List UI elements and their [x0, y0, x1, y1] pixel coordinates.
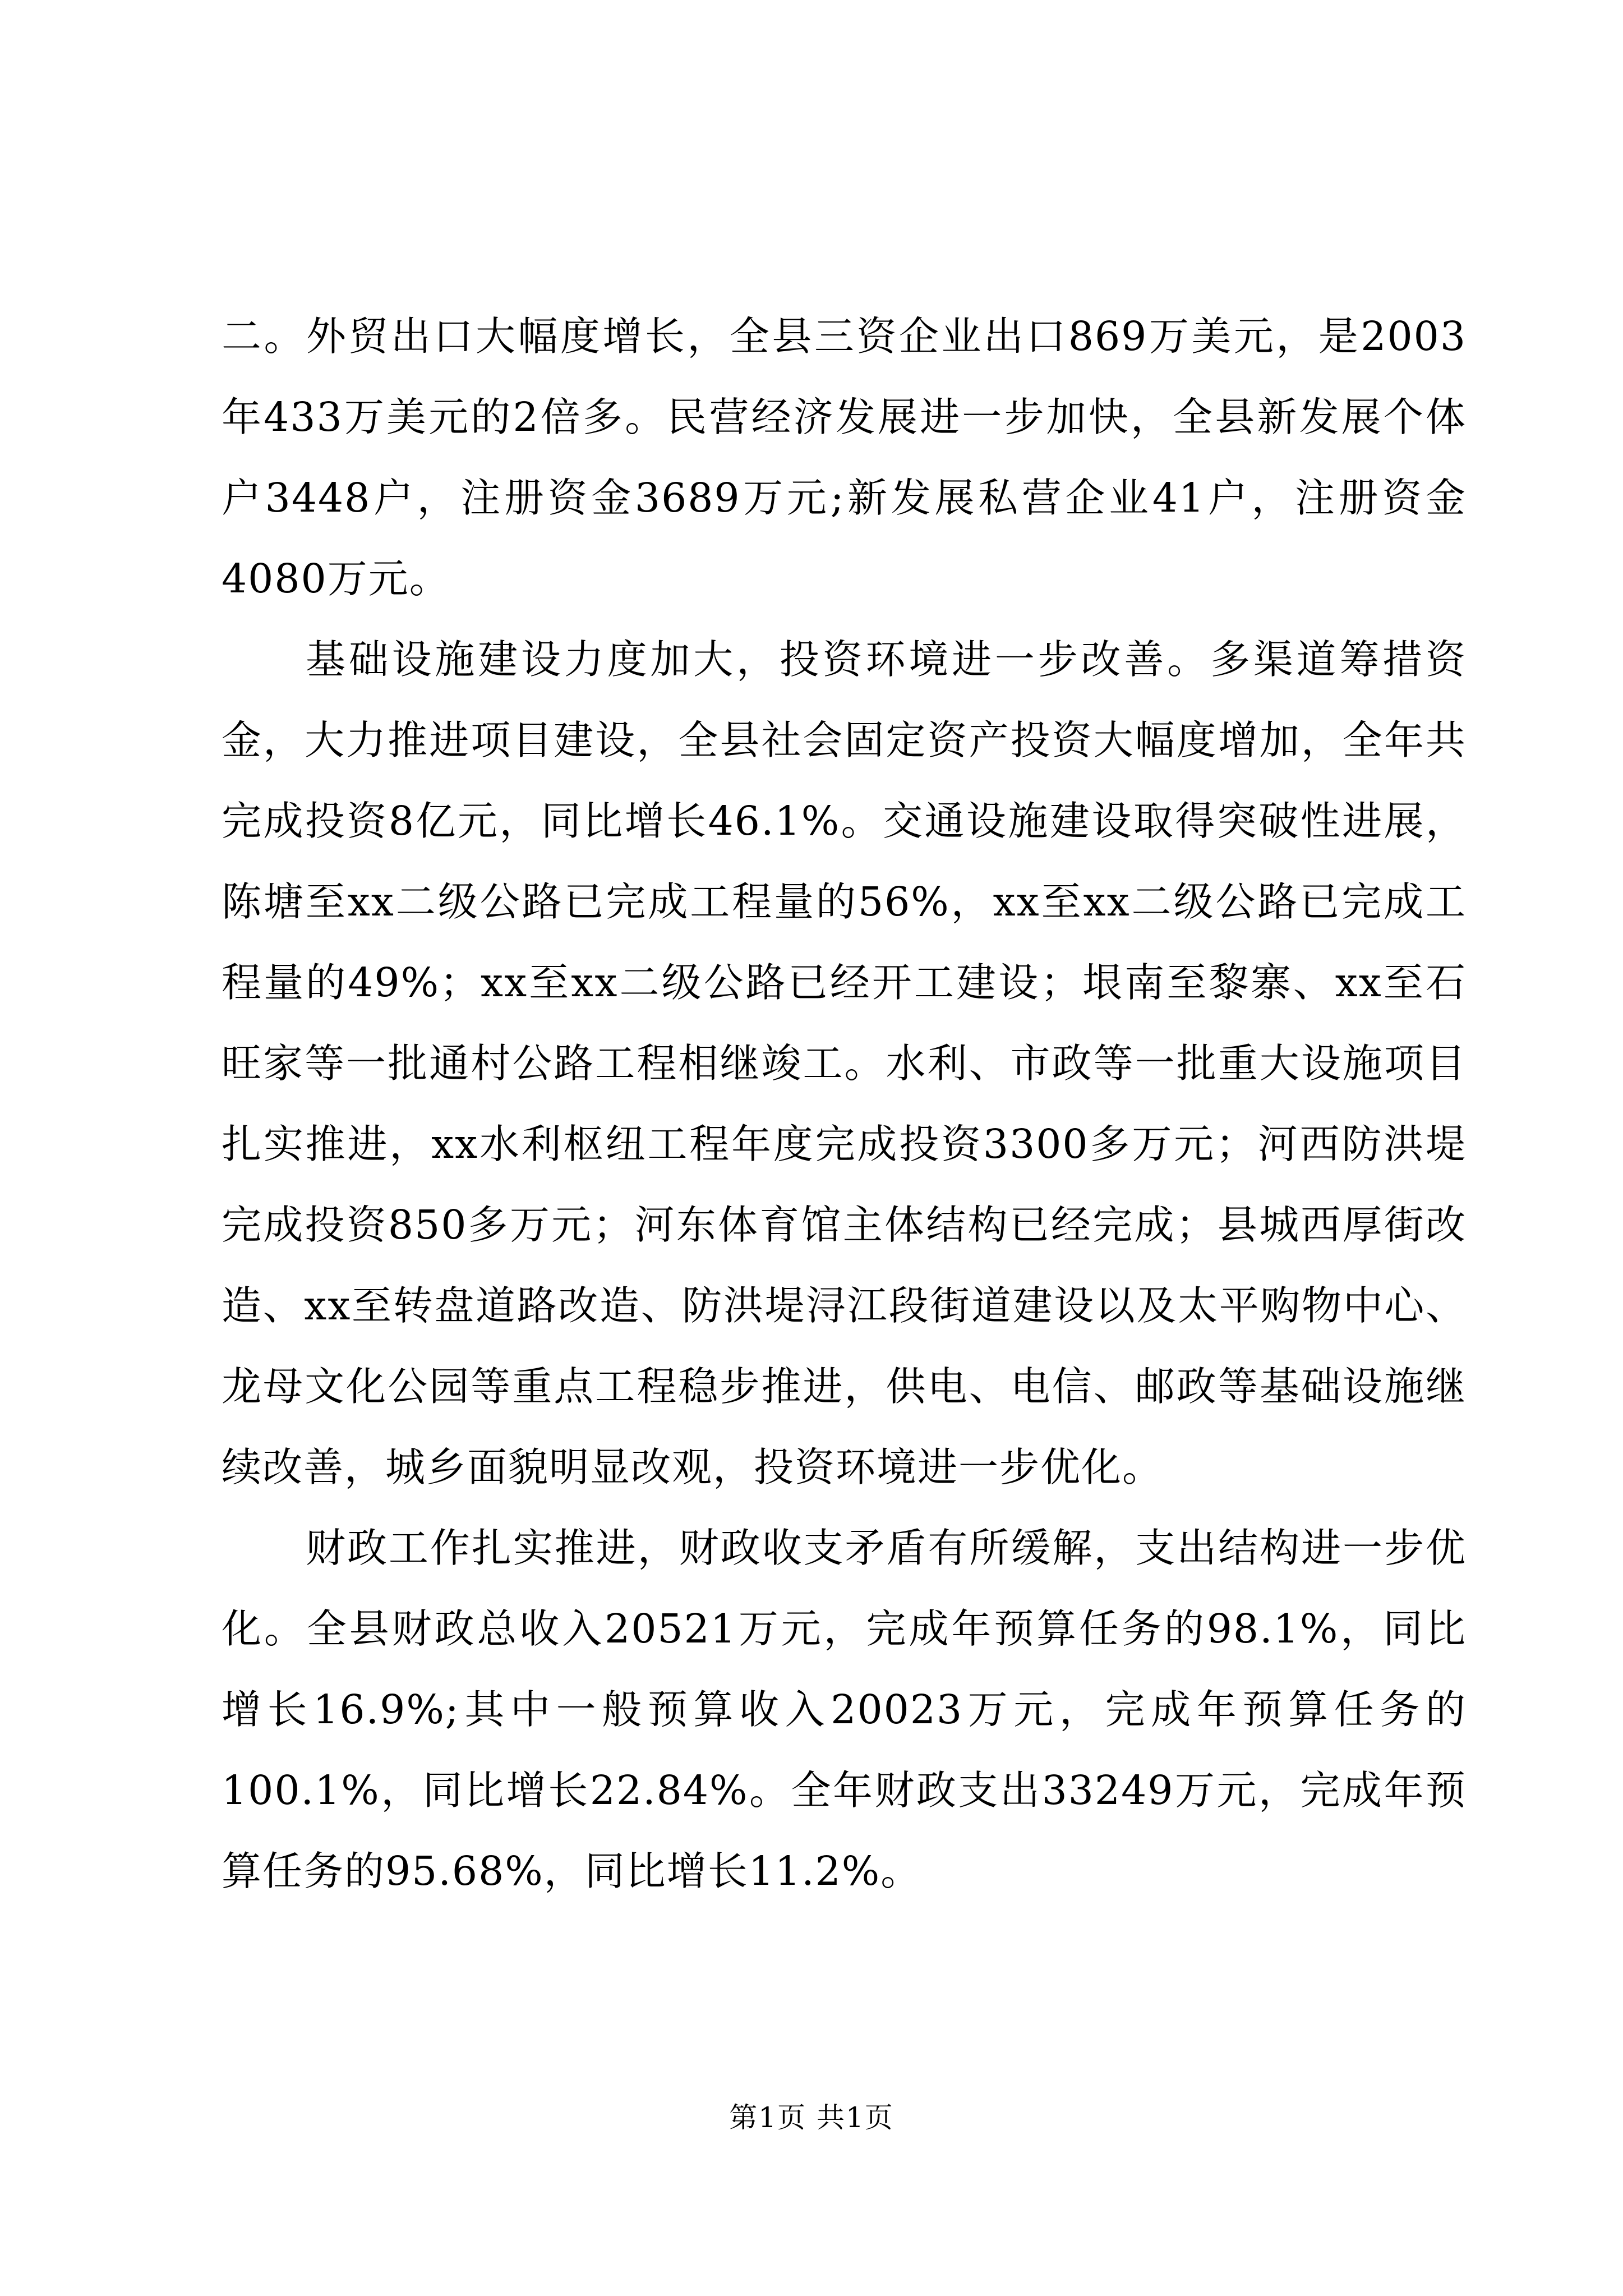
page-footer: 第1页 共1页 — [729, 2101, 894, 2134]
paragraph-infrastructure: 基础设施建设力度加大，投资环境进一步改善。多渠道筹措资金，大力推进项目建设，全县社会固定资产投资大幅度增加，全年共完成投资8亿元，同比增长46.1%。交通设施建设取得突破性进展，陈塘至xx二级公路已完成工程量的56%，xx至xx二级公路已完成工程量的49%；xx至xx二级公路已经开工建设；垠南至黎寨、xx至石旺家等一批通村公路工程相继竣工。水利、市政等一批重大设施项目扎实推进，xx水利枢纽工程年度完成投资3300多万元；河西防洪堤完成投资850多万元；河东体育馆主体结构已经完成；县城西厚街改造、xx至转盘道路改造、防洪堤浔江段街道建设以及太平购物中心、龙母文化公园等重点工程稳步推进，供电、电信、邮政等基础设施继续改善，城乡面貌明显改观，投资环境进一步优化。 — [222, 636, 1467, 1490]
paragraph-foreign-trade: 二。外贸出口大幅度增长，全县三资企业出口869万美元，是2003年433万美元的2倍多。民营经济发展进一步加快，全县新发展个体户3448户，注册资金3689万元;新发展私营企业41户，注册资金4080万元。 — [222, 313, 1467, 602]
paragraph-finance: 财政工作扎实推进，财政收支矛盾有所缓解，支出结构进一步优化。全县财政总收入20521万元，完成年预算任务的98.1%，同比增长16.9%;其中一般预算收入20023万元，完成年预算任务的100.1%，同比增长22.84%。全年财政支出33249万元，完成年预算任务的95.68%，同比增长11.2%。 — [222, 1525, 1467, 1894]
document-body — [222, 296, 1467, 1912]
